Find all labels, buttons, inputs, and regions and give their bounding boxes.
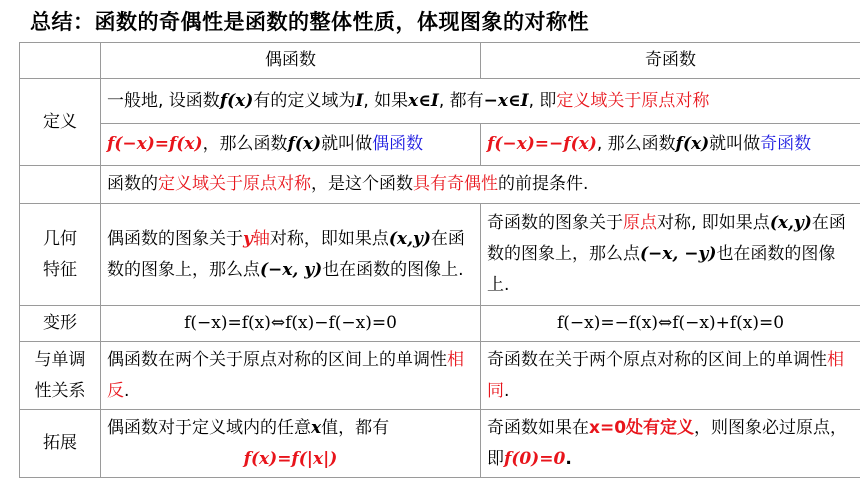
even-extension-cell: 偶函数对于定义域内的任意x值，都有 f(x)=f(|x|) <box>101 410 481 478</box>
summary-table <box>19 42 860 478</box>
transform-row <box>20 306 860 342</box>
odd-extension-cell: 奇函数如果在x=0处有定义，则图象必过原点，即f(0)=0. <box>481 410 860 478</box>
header-odd-function: 奇函数 <box>481 43 860 79</box>
precondition-row <box>20 166 860 204</box>
odd-monotonicity-cell: 奇函数在关于两个原点对称的区间上的单调性相同. <box>481 342 860 410</box>
even-extension-formula: f(x)=f(|x|) <box>243 448 338 469</box>
header-even-function: 偶函数 <box>101 43 481 79</box>
definition-general-text: 一般地, 设函数f(x)有的定义域为I, 如果x∈I, 都有−x∈I, 即定义域关于原点对称 <box>101 79 860 124</box>
odd-geometry-cell: 奇函数的图象关于原点对称, 即如果点(x,y)在函数的图象上，那么点(−x, −y)也在函数的图像上. <box>481 204 860 306</box>
even-monotonicity-cell: 偶函数在两个关于原点对称的区间上的单调性相反. <box>101 342 481 410</box>
even-transform-formula: f(−x)=f(x)⇔f(x)−f(−x)=0 <box>101 306 481 342</box>
row-label-geometry: 几何 特征 <box>20 204 101 306</box>
row-label-extension: 拓展 <box>20 410 101 478</box>
definition-row <box>20 79 860 124</box>
header-row <box>20 43 860 79</box>
precondition-blank-cell <box>20 166 101 204</box>
even-geometry-cell: 偶函数的图象关于y轴对称，即如果点(x,y)在函数的图象上，那么点(−x, y)也在函数的图像上. <box>101 204 481 306</box>
even-definition-cell: f(−x)=f(x)，那么函数f(x)就叫做偶函数 <box>101 124 481 166</box>
row-label-transform: 变形 <box>20 306 101 342</box>
page-title: 总结：函数的奇偶性是函数的整体性质，体现图象的对称性 <box>30 10 589 34</box>
symmetric-domain-highlight: 定义域关于原点对称 <box>556 90 710 111</box>
odd-transform-formula: f(−x)=−f(x)⇔f(−x)+f(x)=0 <box>481 306 860 342</box>
row-label-definition: 定义 <box>20 79 101 166</box>
definition-formula-row <box>20 124 860 166</box>
monotonicity-row <box>20 342 860 410</box>
even-function-term: 偶函数 <box>372 134 424 154</box>
odd-definition-cell: f(−x)=−f(x), 那么函数f(x)就叫做奇函数 <box>481 124 860 166</box>
row-label-monotonicity: 与单调 性关系 <box>20 342 101 410</box>
odd-function-term: 奇函数 <box>760 134 812 154</box>
geometry-row <box>20 204 860 306</box>
header-blank-cell <box>20 43 101 79</box>
extension-row <box>20 410 860 478</box>
precondition-note: 函数的定义域关于原点对称，是这个函数具有奇偶性的前提条件. <box>101 166 860 204</box>
